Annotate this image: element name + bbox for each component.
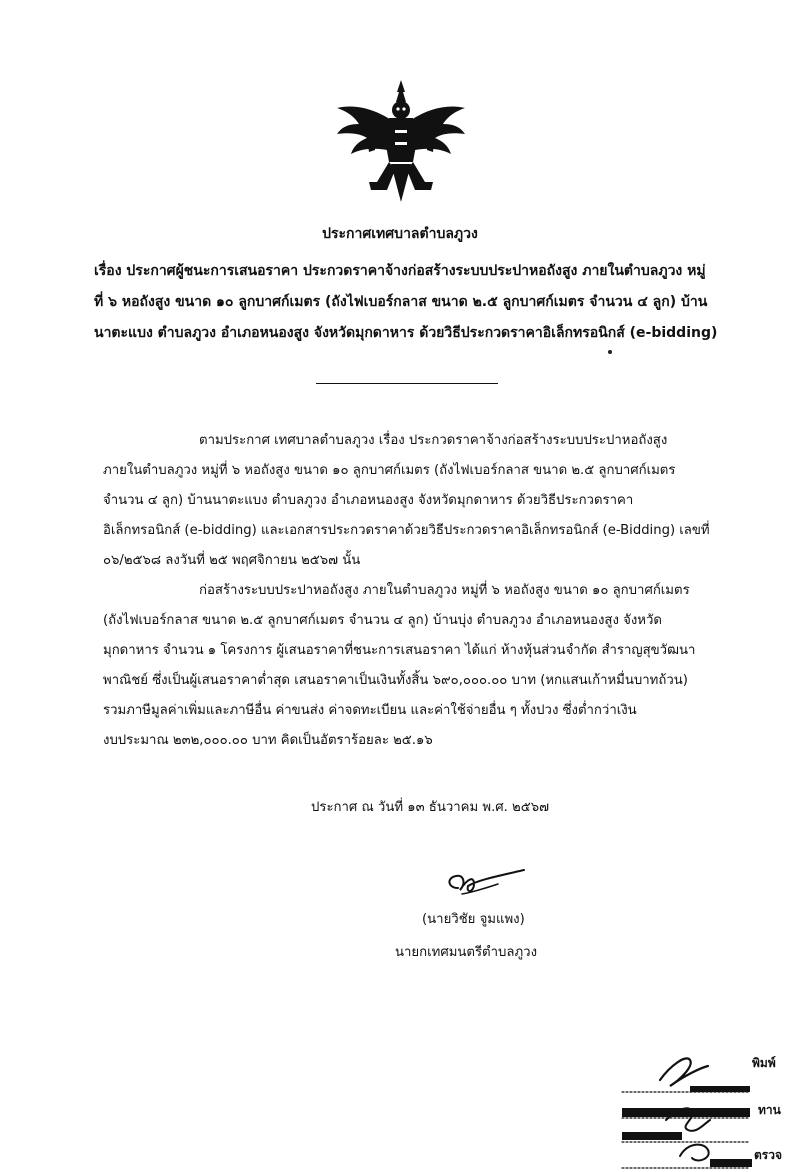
paragraph2-line-5: รวมภาษีมูลค่าเพิ่มและภาษีอื่น ค่าขนส่ง ค่าจดทะเบียน และค่าใช้จ่ายอื่น ๆ ทั้งปวง ซึ่งต่ำกว่าเงิน <box>103 703 637 718</box>
signer-position: นายกเทศมนตรีตำบลภูวง <box>395 945 538 960</box>
stray-mark <box>608 350 612 354</box>
stamp-line-review: ทาน <box>758 1103 781 1117</box>
paragraph1-line-5: ๐๖/๒๕๖๘ ลงวันที่ ๒๕ พฤศจิกายน ๒๕๖๗ นั้น <box>103 553 361 568</box>
handwritten-signature <box>438 866 528 900</box>
stamp-line-print: พิมพ์ <box>752 1056 776 1070</box>
garuda-emblem-icon <box>333 78 469 204</box>
paragraph1-line-4: อิเล็กทรอนิกส์ (e-bidding) และเอกสารประกวดราคาด้วยวิธีประกวดราคาอิเล็กทรอนิกส์ (e-Bidding) เลขที่ <box>103 523 710 538</box>
subject-line-2: ที่ ๖ หอถังสูง ขนาด ๑๐ ลูกบาศก์เมตร (ถังไฟเบอร์กลาส ขนาด ๒.๕ ลูกบาศก์เมตร จำนวน ๔ ลูก) บ้าน <box>94 294 708 310</box>
paragraph1-line-2: ภายในตำบลภูวง หมู่ที่ ๖ หอถังสูง ขนาด ๑๐ ลูกบาศก์เมตร (ถังไฟเบอร์กลาส ขนาด ๒.๕ ลูกบาศก์เมตร <box>103 463 676 478</box>
title-divider <box>316 383 498 384</box>
signer-name: (นายวิชัย จูมแพง) <box>422 912 525 927</box>
paragraph2-line-1: ก่อสร้างระบบประปาหอถังสูง ภายในตำบลภูวง หมู่ที่ ๖ หอถังสูง ขนาด ๑๐ ลูกบาศก์เมตร <box>199 583 690 598</box>
announce-date: ประกาศ ณ วันที่ ๑๓ ธันวาคม พ.ศ. ๒๕๖๗ <box>311 800 549 815</box>
paragraph1-line-3: จำนวน ๔ ลูก) บ้านนาตะแบง ตำบลภูวง อำเภอหนองสูง จังหวัดมุกดาหาร ด้วยวิธีประกวดราคา <box>103 493 634 508</box>
stamp-line-check: ตรวจ <box>754 1148 783 1162</box>
subject-line-3: นาตะแบง ตำบลภูวง อำเภอหนองสูง จังหวัดมุกดาหาร ด้วยวิธีประกวดราคาอิเล็กทรอนิกส์ (e-bidding) <box>94 325 718 341</box>
paragraph1-line-1: ตามประกาศ เทศบาลตำบลภูวง เรื่อง ประกวดราคาจ้างก่อสร้างระบบประปาหอถังสูง <box>199 433 668 448</box>
paragraph2-line-6: งบประมาณ ๒๓๒,๐๐๐.๐๐ บาท คิดเป็นอัตราร้อยละ ๒๕.๑๖ <box>103 733 433 748</box>
paragraph2-line-4: พาณิชย์ ซึ่งเป็นผู้เสนอราคาต่ำสุด เสนอราคาเป็นเงินทั้งสิ้น ๖๙๐,๐๐๐.๐๐ บาท (หกแสนเก้าหมื่นบาทถ้วน) <box>103 673 688 688</box>
paragraph2-line-3: มุกดาหาร จำนวน ๑ โครงการ ผู้เสนอราคาที่ชนะการเสนอราคา ได้แก่ ห้างหุ้นส่วนจำกัด สำราญสุขวัฒนา <box>103 643 696 658</box>
document-title: ประกาศเทศบาลตำบลภูวง <box>322 226 478 242</box>
paragraph2-line-2: (ถังไฟเบอร์กลาส ขนาด ๒.๕ ลูกบาศก์เมตร จำนวน ๔ ลูก) บ้านบุ่ง ตำบลภูวง อำเภอหนองสูง จังหวัด <box>103 613 662 628</box>
subject-line-1: เรื่อง ประกาศผู้ชนะการเสนอราคา ประกวดราคาจ้างก่อสร้างระบบประปาหอถังสูง ภายในตำบลภูวง หมู่ <box>94 263 706 279</box>
